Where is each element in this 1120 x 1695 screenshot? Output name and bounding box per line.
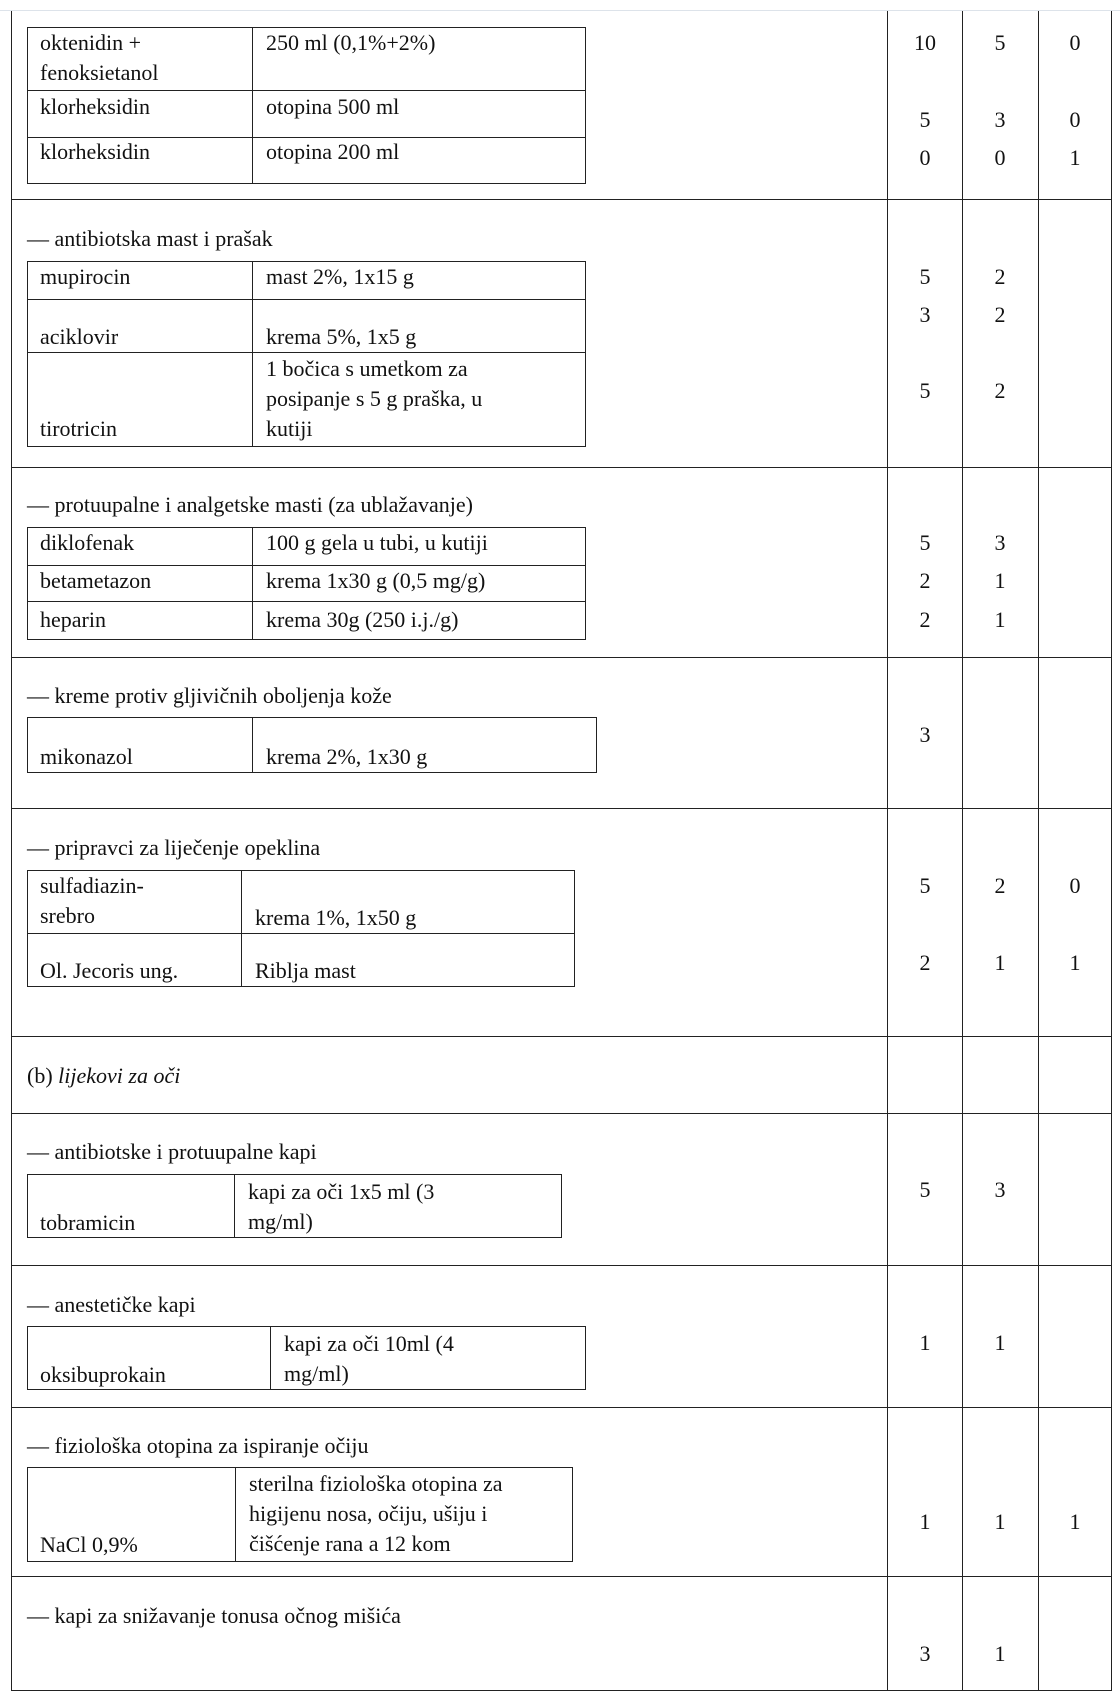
section-heading: — protuupalne i analgetske masti (za ublažavanje) <box>27 492 473 517</box>
grid-line <box>252 717 253 773</box>
drug-form: krema 1%, 1x50 g <box>255 905 417 930</box>
drug-form: mast 2%, 1x15 g <box>266 264 414 289</box>
grid-line <box>27 352 586 353</box>
drug-form: otopina 500 ml <box>266 94 400 119</box>
quantity: 0 <box>1069 873 1081 898</box>
quantity: 5 <box>919 378 931 403</box>
grid-line <box>887 11 888 1691</box>
grid-line <box>252 261 253 447</box>
grid-line <box>270 1326 271 1390</box>
grid-line <box>27 299 586 300</box>
drug-name: oktenidin + fenoksietanol <box>40 30 159 85</box>
quantity: 1 <box>919 1330 931 1355</box>
drug-name: oksibuprokain <box>40 1362 166 1387</box>
drug-name: mupirocin <box>40 264 131 289</box>
grid-line <box>11 1113 1111 1114</box>
quantity: 1 <box>994 607 1006 632</box>
grid-line <box>11 1265 1111 1266</box>
section-heading-b <box>27 1061 180 1091</box>
drug-name: betametazon <box>40 568 152 593</box>
quantity: 1 <box>1069 1509 1081 1534</box>
drug-form: krema 2%, 1x30 g <box>266 744 428 769</box>
quantity: 0 <box>1069 30 1081 55</box>
quantity: 5 <box>994 30 1006 55</box>
drug-name: klorheksidin <box>40 94 150 119</box>
grid-line <box>1111 11 1112 1691</box>
grid-line <box>27 601 586 602</box>
drug-name: heparin <box>40 607 106 632</box>
quantity: 5 <box>919 530 931 555</box>
grid-line <box>11 1690 1111 1691</box>
section-heading: — anestetičke kapi <box>27 1292 196 1317</box>
quantity: 1 <box>1069 145 1081 170</box>
quantity: 5 <box>919 107 931 132</box>
quantity: 1 <box>994 1330 1006 1355</box>
drug-form: 1 bočica s umetkom za posipanje s 5 g praška, u kutiji <box>266 356 483 441</box>
drug-name: tirotricin <box>40 416 117 441</box>
drug-form: 100 g gela u tubi, u kutiji <box>266 530 488 555</box>
drug-name: klorheksidin <box>40 139 150 164</box>
section-heading: — antibiotska mast i prašak <box>27 226 273 251</box>
quantity: 1 <box>994 1641 1006 1666</box>
drug-form: kapi za oči 10ml (4 mg/ml) <box>284 1331 454 1386</box>
drug-name: NaCl 0,9% <box>40 1532 138 1557</box>
grid-line <box>234 1174 235 1238</box>
quantity: 3 <box>994 1177 1006 1202</box>
quantity: 2 <box>919 950 931 975</box>
section-heading: — kreme protiv gljivičnih oboljenja kože <box>27 683 392 708</box>
quantity: 0 <box>919 145 931 170</box>
grid-line <box>11 1576 1111 1577</box>
quantity: 0 <box>1069 107 1081 132</box>
grid-line <box>1038 11 1039 1691</box>
drug-form: kapi za oči 1x5 ml (3 mg/ml) <box>248 1179 435 1234</box>
quantity: 1 <box>919 1509 931 1534</box>
drug-name: sulfadiazin- srebro <box>40 873 144 928</box>
quantity: 2 <box>919 607 931 632</box>
quantity: 1 <box>1069 950 1081 975</box>
drug-form: otopina 200 ml <box>266 139 400 164</box>
drug-form: sterilna fiziološka otopina za higijenu nosa, očiju, ušiju i čišćenje rana a 12 kom <box>249 1471 503 1556</box>
section-heading: — pripravci za liječenje opeklina <box>27 835 321 860</box>
grid-line <box>11 467 1111 468</box>
drug-name: aciklovir <box>40 324 119 349</box>
grid-line <box>27 90 586 91</box>
heading-prefix: (b) <box>27 1063 59 1088</box>
quantity: 0 <box>994 145 1006 170</box>
grid-line <box>27 933 575 934</box>
drug-form: krema 5%, 1x5 g <box>266 324 417 349</box>
quantity: 2 <box>994 302 1006 327</box>
drug-name: tobramicin <box>40 1210 136 1235</box>
quantity: 1 <box>994 1509 1006 1534</box>
grid-line <box>252 527 253 640</box>
drug-name: mikonazol <box>40 744 133 769</box>
section-heading: — fiziološka otopina za ispiranje očiju <box>27 1433 369 1458</box>
quantity: 2 <box>919 568 931 593</box>
grid-line <box>11 808 1111 809</box>
quantity: 3 <box>919 302 931 327</box>
drug-name: diklofenak <box>40 530 135 555</box>
quantity: 2 <box>994 264 1006 289</box>
section-heading: — antibiotske i protuupalne kapi <box>27 1139 317 1164</box>
grid-line <box>252 27 253 184</box>
quantity: 2 <box>994 873 1006 898</box>
grid-line <box>962 11 963 1691</box>
quantity: 3 <box>994 107 1006 132</box>
quantity: 5 <box>919 264 931 289</box>
drug-form: 250 ml (0,1%+2%) <box>266 30 436 55</box>
quantity: 5 <box>919 873 931 898</box>
quantity: 3 <box>994 530 1006 555</box>
drug-form: Riblja mast <box>255 958 356 983</box>
grid-line <box>11 657 1111 658</box>
drug-name: Ol. Jecoris ung. <box>40 958 179 983</box>
drug-form: krema 30g (250 i.j./g) <box>266 607 459 632</box>
grid-line <box>241 870 242 987</box>
grid-line <box>11 1407 1111 1408</box>
quantity: 10 <box>914 30 936 55</box>
heading-italic: lijekovi za oči <box>58 1063 181 1088</box>
grid-line <box>11 11 12 1691</box>
quantity: 1 <box>994 950 1006 975</box>
grid-line <box>11 1036 1111 1037</box>
quantity: 1 <box>994 568 1006 593</box>
quantity: 2 <box>994 378 1006 403</box>
quantity: 3 <box>919 1641 931 1666</box>
quantity: 3 <box>919 722 931 747</box>
section-heading: — kapi za snižavanje tonusa očnog mišića <box>27 1603 401 1628</box>
drug-form: krema 1x30 g (0,5 mg/g) <box>266 568 486 593</box>
grid-line <box>235 1467 236 1562</box>
quantity: 5 <box>919 1177 931 1202</box>
top-edge <box>0 10 1120 11</box>
grid-line <box>11 199 1111 200</box>
